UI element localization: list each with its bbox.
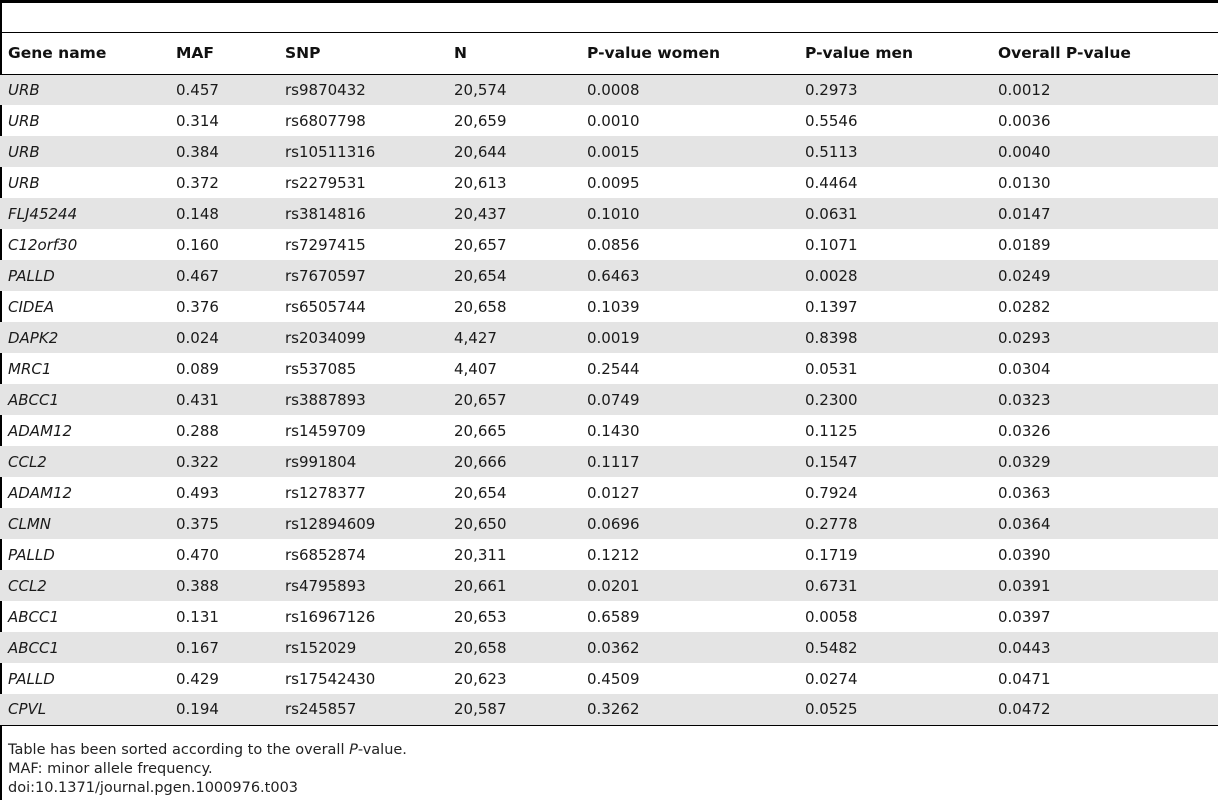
- cell-p-value-men: 0.6731: [797, 570, 990, 601]
- cell-maf: 0.388: [168, 570, 277, 601]
- cell-p-value-women: 0.6463: [579, 260, 797, 291]
- cell-n: 20,654: [446, 260, 579, 291]
- cell-snp: rs2034099: [277, 322, 446, 353]
- cell-p-value-men: 0.1071: [805, 235, 858, 254]
- cell-snp: rs16967126: [285, 607, 376, 626]
- cell-overall-p-value: 0.0329: [990, 446, 1218, 477]
- table-row: [0, 477, 1218, 508]
- cell-maf: 0.148: [168, 198, 277, 229]
- cell-overall-p-value: 0.0390: [998, 545, 1051, 564]
- cell-maf: 0.376: [176, 297, 219, 316]
- table-row: [0, 694, 1218, 725]
- cell-overall-p-value: 0.0391: [990, 570, 1218, 601]
- cell-n: 20,653: [454, 607, 507, 626]
- cell-maf: 0.160: [176, 235, 219, 254]
- table-row: [0, 353, 1218, 384]
- cell-gene-name: MRC1: [8, 359, 52, 378]
- cell-n: 20,437: [446, 198, 579, 229]
- cell-gene-name: FLJ45244: [0, 198, 168, 229]
- cell-snp: rs6505744: [285, 297, 366, 316]
- cell-p-value-women: 0.0095: [587, 173, 640, 192]
- cell-overall-p-value: 0.0363: [998, 483, 1051, 502]
- cell-snp: rs537085: [285, 359, 357, 378]
- cell-p-value-women: 0.6589: [587, 607, 640, 626]
- table-row: [0, 570, 1218, 601]
- table-row: [0, 167, 1218, 198]
- cell-n: 20,658: [454, 297, 507, 316]
- table-row: [0, 632, 1218, 663]
- cell-gene-name: ABCC1: [0, 632, 168, 663]
- cell-maf: 0.322: [168, 446, 277, 477]
- cell-gene-name: URB: [8, 173, 40, 192]
- cell-snp: rs6852874: [285, 545, 366, 564]
- cell-n: 20,659: [454, 111, 507, 130]
- cell-gene-name: ABCC1: [0, 384, 168, 415]
- cell-p-value-women: 0.1010: [579, 198, 797, 229]
- cell-gene-name: ADAM12: [8, 421, 73, 440]
- cell-overall-p-value: 0.0040: [990, 136, 1218, 167]
- cell-snp: rs7297415: [285, 235, 366, 254]
- cell-p-value-men: 0.1719: [805, 545, 858, 564]
- cell-maf: 0.024: [168, 322, 277, 353]
- cell-snp: rs7670597: [277, 260, 446, 291]
- cell-p-value-men: 0.1547: [797, 446, 990, 477]
- cell-overall-p-value: 0.0036: [998, 111, 1051, 130]
- footnote-sort-note: [8, 741, 407, 760]
- cell-maf: 0.431: [168, 384, 277, 415]
- table-row: [0, 136, 1218, 167]
- cell-gene-name: DAPK2: [0, 322, 168, 353]
- cell-gene-name: CLMN: [0, 508, 168, 539]
- cell-snp: rs1278377: [285, 483, 366, 502]
- cell-snp: rs6807798: [285, 111, 366, 130]
- cell-n: 20,574: [446, 74, 579, 105]
- cell-n: 20,657: [446, 384, 579, 415]
- cell-p-value-women: 0.0019: [579, 322, 797, 353]
- footnote-sort-suffix: -value.: [357, 742, 407, 758]
- cell-p-value-women: 0.0856: [587, 235, 640, 254]
- cell-p-value-men: 0.0274: [805, 669, 858, 688]
- cell-n: 4,407: [454, 359, 497, 378]
- snp-results-table: [0, 33, 1218, 726]
- cell-p-value-women: 0.1117: [579, 446, 797, 477]
- table-row: [0, 260, 1218, 291]
- cell-maf: 0.457: [168, 74, 277, 105]
- cell-snp: rs4795893: [277, 570, 446, 601]
- cell-n: 20,658: [446, 632, 579, 663]
- cell-n: 20,654: [454, 483, 507, 502]
- cell-overall-p-value: 0.0364: [990, 508, 1218, 539]
- cell-maf: 0.194: [168, 694, 277, 725]
- cell-n: 20,644: [446, 136, 579, 167]
- cell-gene-name: CIDEA: [8, 297, 55, 316]
- cell-maf: 0.384: [168, 136, 277, 167]
- header-gene-name: Gene name: [0, 33, 168, 74]
- cell-n: 20,587: [446, 694, 579, 725]
- cell-overall-p-value: 0.0189: [998, 235, 1051, 254]
- cell-overall-p-value: 0.0304: [998, 359, 1051, 378]
- table-footnotes: [8, 741, 407, 798]
- cell-p-value-women: 0.0749: [579, 384, 797, 415]
- cell-p-value-men: 0.8398: [797, 322, 990, 353]
- cell-maf: 0.089: [176, 359, 219, 378]
- cell-overall-p-value: 0.0012: [990, 74, 1218, 105]
- cell-maf: 0.429: [176, 669, 219, 688]
- cell-gene-name: ABCC1: [8, 607, 60, 626]
- cell-gene-name: URB: [8, 111, 40, 130]
- table-row: [0, 539, 1218, 570]
- cell-p-value-women: 0.1039: [587, 297, 640, 316]
- cell-p-value-women: 0.1212: [587, 545, 640, 564]
- table-row: [0, 601, 1218, 632]
- table-row: [0, 508, 1218, 539]
- cell-n: 20,311: [454, 545, 507, 564]
- table-row: [0, 446, 1218, 477]
- cell-p-value-men: 0.4464: [805, 173, 858, 192]
- table-row: [0, 415, 1218, 446]
- cell-p-value-men: 0.2778: [797, 508, 990, 539]
- header-n: N: [446, 33, 579, 74]
- cell-overall-p-value: 0.0293: [990, 322, 1218, 353]
- cell-p-value-men: 0.1125: [805, 421, 858, 440]
- cell-p-value-men: 0.2973: [797, 74, 990, 105]
- cell-snp: rs3814816: [277, 198, 446, 229]
- cell-p-value-men: 0.2300: [797, 384, 990, 415]
- cell-maf: 0.493: [176, 483, 219, 502]
- cell-maf: 0.288: [176, 421, 219, 440]
- cell-n: 20,623: [454, 669, 507, 688]
- cell-overall-p-value: 0.0130: [998, 173, 1051, 192]
- cell-n: 20,613: [454, 173, 507, 192]
- top-border-rule: [0, 0, 1218, 3]
- header-p-value-men: P-value men: [797, 33, 990, 74]
- cell-n: 20,657: [454, 235, 507, 254]
- table-row: [0, 291, 1218, 322]
- cell-overall-p-value: 0.0147: [990, 198, 1218, 229]
- header-p-value-women: P-value women: [579, 33, 797, 74]
- cell-overall-p-value: 0.0323: [990, 384, 1218, 415]
- cell-p-value-women: 0.0696: [579, 508, 797, 539]
- cell-p-value-men: 0.5482: [797, 632, 990, 663]
- cell-gene-name: URB: [0, 74, 168, 105]
- cell-gene-name: CPVL: [0, 694, 168, 725]
- cell-p-value-women: 0.0127: [587, 483, 640, 502]
- cell-overall-p-value: 0.0443: [990, 632, 1218, 663]
- cell-p-value-women: 0.2544: [587, 359, 640, 378]
- table-row: [0, 229, 1218, 260]
- header-overall-p-value: Overall P-value: [990, 33, 1218, 74]
- cell-p-value-women: 0.0010: [587, 111, 640, 130]
- cell-p-value-men: 0.5113: [797, 136, 990, 167]
- cell-snp: rs12894609: [277, 508, 446, 539]
- cell-maf: 0.467: [168, 260, 277, 291]
- cell-n: 20,665: [454, 421, 507, 440]
- cell-overall-p-value: 0.0472: [990, 694, 1218, 725]
- cell-p-value-men: 0.7924: [805, 483, 858, 502]
- cell-overall-p-value: 0.0397: [998, 607, 1051, 626]
- cell-gene-name: ADAM12: [8, 483, 73, 502]
- cell-maf: 0.372: [176, 173, 219, 192]
- cell-p-value-men: 0.0631: [797, 198, 990, 229]
- header-maf: MAF: [168, 33, 277, 74]
- cell-overall-p-value: 0.0326: [998, 421, 1051, 440]
- cell-snp: rs3887893: [277, 384, 446, 415]
- footnote-sort-italic: P: [349, 742, 358, 758]
- cell-gene-name: CCL2: [0, 446, 168, 477]
- cell-p-value-men: 0.0028: [797, 260, 990, 291]
- cell-maf: 0.470: [176, 545, 219, 564]
- cell-n: 20,661: [446, 570, 579, 601]
- cell-gene-name: C12orf30: [8, 235, 78, 254]
- cell-n: 20,650: [446, 508, 579, 539]
- cell-snp: rs152029: [277, 632, 446, 663]
- cell-snp: rs10511316: [277, 136, 446, 167]
- footnote-doi: doi:10.1371/journal.pgen.1000976.t003: [8, 780, 299, 796]
- cell-gene-name: URB: [0, 136, 168, 167]
- table-body: [0, 74, 1218, 725]
- cell-p-value-women: 0.0008: [579, 74, 797, 105]
- cell-gene-name: PALLD: [8, 545, 55, 564]
- table-row: [0, 198, 1218, 229]
- cell-snp: rs991804: [277, 446, 446, 477]
- cell-overall-p-value: 0.0282: [998, 297, 1051, 316]
- cell-gene-name: CCL2: [0, 570, 168, 601]
- cell-gene-name: PALLD: [0, 260, 168, 291]
- table-row: [0, 322, 1218, 353]
- table-row: [0, 663, 1218, 694]
- cell-snp: rs17542430: [285, 669, 376, 688]
- table-row: [0, 384, 1218, 415]
- cell-p-value-men: 0.0531: [805, 359, 858, 378]
- cell-snp: rs1459709: [285, 421, 366, 440]
- cell-p-value-men: 0.5546: [805, 111, 858, 130]
- cell-p-value-women: 0.3262: [579, 694, 797, 725]
- cell-p-value-women: 0.4509: [587, 669, 640, 688]
- table-row: [0, 74, 1218, 105]
- cell-snp: rs9870432: [277, 74, 446, 105]
- table-row: [0, 105, 1218, 136]
- cell-p-value-women: 0.0015: [579, 136, 797, 167]
- cell-p-value-men: 0.0525: [797, 694, 990, 725]
- cell-maf: 0.375: [168, 508, 277, 539]
- cell-maf: 0.167: [168, 632, 277, 663]
- cell-overall-p-value: 0.0249: [990, 260, 1218, 291]
- cell-p-value-men: 0.1397: [805, 297, 858, 316]
- cell-p-value-women: 0.0362: [579, 632, 797, 663]
- cell-maf: 0.131: [176, 607, 219, 626]
- cell-p-value-women: 0.1430: [587, 421, 640, 440]
- cell-snp: rs2279531: [285, 173, 366, 192]
- cell-p-value-women: 0.0201: [579, 570, 797, 601]
- footnote-maf-definition: MAF: minor allele frequency.: [8, 761, 213, 777]
- cell-n: 20,666: [446, 446, 579, 477]
- header-row: [0, 33, 1218, 74]
- footnote-sort-prefix: Table has been sorted according to the overall: [8, 742, 350, 758]
- cell-snp: rs245857: [277, 694, 446, 725]
- snp-results-table-container: [0, 33, 1218, 726]
- cell-n: 4,427: [446, 322, 579, 353]
- header-snp: SNP: [277, 33, 446, 74]
- cell-p-value-men: 0.0058: [805, 607, 858, 626]
- cell-overall-p-value: 0.0471: [998, 669, 1051, 688]
- cell-gene-name: PALLD: [8, 669, 55, 688]
- cell-maf: 0.314: [176, 111, 219, 130]
